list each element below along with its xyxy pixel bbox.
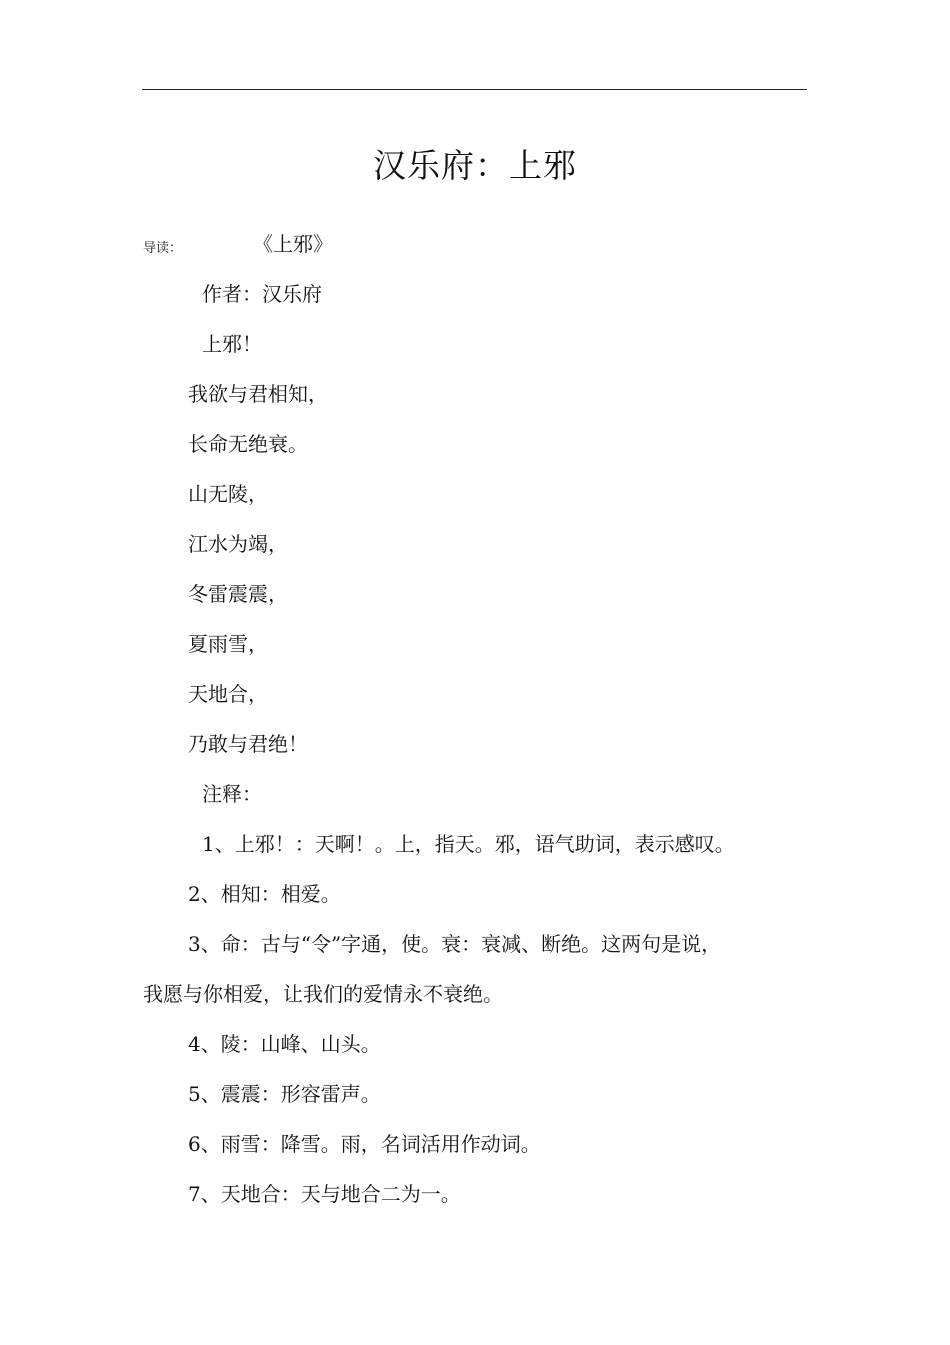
notes-heading: 注释： xyxy=(202,782,262,806)
poem-title: 《上邪》 xyxy=(253,232,333,256)
poem-line: 上邪！ xyxy=(202,332,262,356)
note-line: 1、上邪！：天啊！。上，指天。邪，语气助词，表示感叹。 xyxy=(202,832,735,856)
poem-line: 长命无绝衰。 xyxy=(188,432,308,456)
note-line: 我愿与你相爱，让我们的爱情永不衰绝。 xyxy=(143,982,503,1006)
intro-label: 导读： xyxy=(143,241,183,256)
note-line: 6、雨雪：降雪。雨，名词活用作动词。 xyxy=(188,1132,541,1156)
author-line: 作者：汉乐府 xyxy=(202,282,322,306)
note-line: 2、相知：相爱。 xyxy=(188,882,341,906)
poem-line: 冬雷震震， xyxy=(188,582,288,606)
poem-line: 我欲与君相知， xyxy=(188,382,328,406)
note-line: 4、陵：山峰、山头。 xyxy=(188,1032,381,1056)
poem-line: 夏雨雪， xyxy=(188,632,268,656)
note-line: 3、命：古与“令”字通，使。衰：衰减、断绝。这两句是说， xyxy=(188,932,722,956)
poem-line: 天地合， xyxy=(188,682,268,706)
header-rule xyxy=(142,89,807,90)
note-line: 7、天地合：天与地合二为一。 xyxy=(188,1182,461,1206)
poem-line: 山无陵， xyxy=(188,482,268,506)
poem-line: 乃敢与君绝！ xyxy=(188,732,308,756)
page-title: 汉乐府：上邪 xyxy=(373,146,577,185)
note-line: 5、震震：形容雷声。 xyxy=(188,1082,381,1106)
poem-line: 江水为竭， xyxy=(188,532,288,556)
